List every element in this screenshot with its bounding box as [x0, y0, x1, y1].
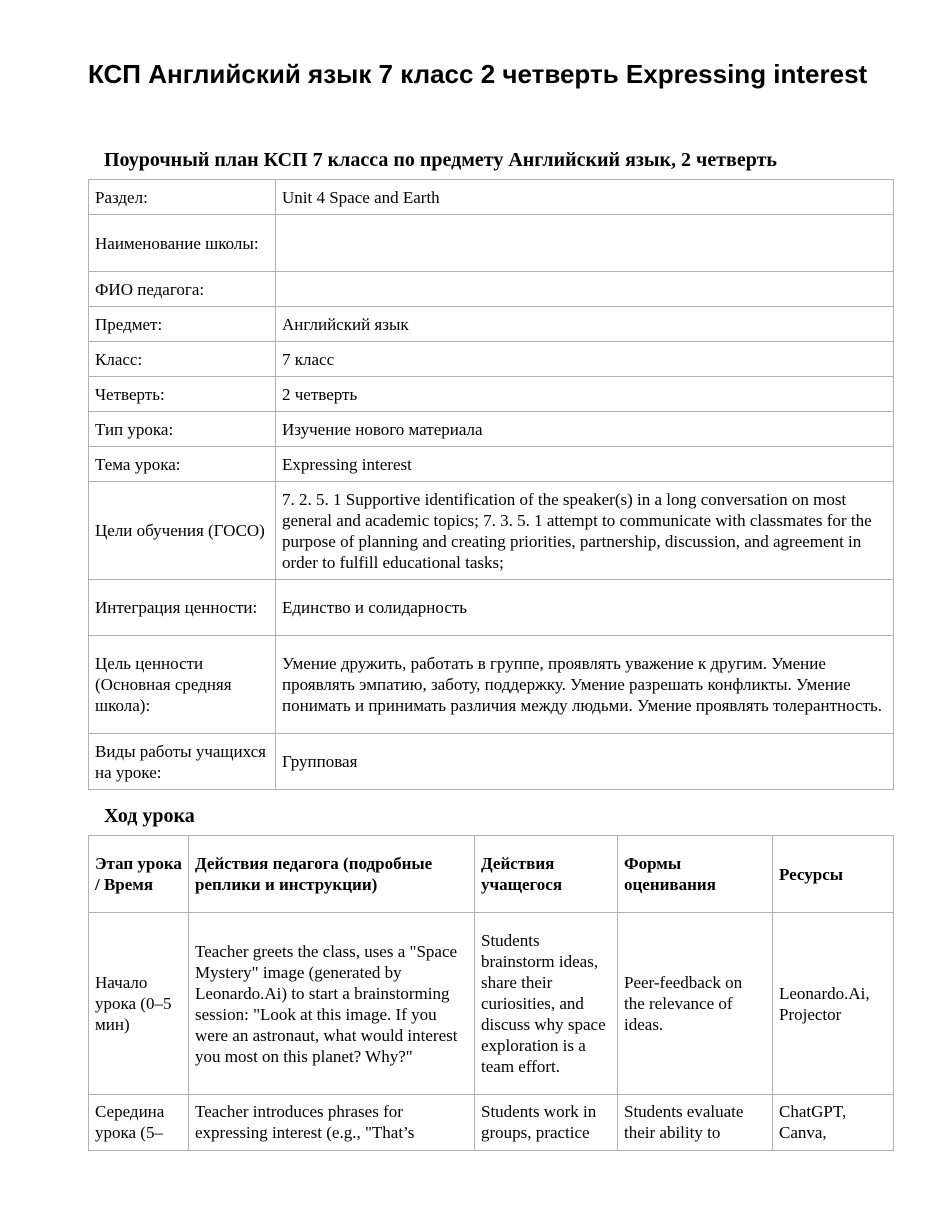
row-value: Умение дружить, работать в группе, проявлять уважение к другим. Умение проявлять эмпатию, заботу, поддержку. Умение разрешать конфликты. Умение понимать и принимать различия между людьми. Умение проявлять толерантность.	[276, 636, 894, 734]
table-row	[89, 377, 894, 412]
teacher-cell	[189, 1095, 475, 1151]
row-label: Тип урока:	[89, 412, 276, 447]
column-header-assessment: Формы оценивания	[618, 836, 773, 913]
row-label: Тема урока:	[89, 447, 276, 482]
assessment-cell: Peer-feedback on the relevance of ideas.	[618, 913, 773, 1095]
row-value: Expressing interest	[276, 447, 894, 482]
row-value: Групповая	[276, 734, 894, 790]
table-row	[89, 342, 894, 377]
table-row	[89, 307, 894, 342]
row-label: Интеграция ценности:	[89, 580, 276, 636]
row-value: Изучение нового материала	[276, 412, 894, 447]
lesson-info-table	[88, 179, 894, 790]
column-header-stage: Этап урока / Время	[89, 836, 189, 913]
row-label: Наименование школы:	[89, 215, 276, 272]
table-row	[89, 636, 894, 734]
row-label: ФИО педагога:	[89, 272, 276, 307]
row-value: Unit 4 Space and Earth	[276, 180, 894, 215]
students-text: Students work in groups, practice	[481, 1102, 597, 1142]
table-row	[89, 580, 894, 636]
table-row	[89, 482, 894, 580]
row-label: Цель ценности (Основная средняя школа):	[89, 636, 276, 734]
table-row	[89, 447, 894, 482]
column-header-resources: Ресурсы	[773, 836, 894, 913]
page-title: КСП Английский язык 7 класс 2 четверть Expressing interest	[88, 59, 868, 89]
students-cell: Students brainstorm ideas, share their curiosities, and discuss why space exploration is a team effort.	[475, 913, 618, 1095]
row-label: Четверть:	[89, 377, 276, 412]
row-value: Единство и солидарность	[276, 580, 894, 636]
column-header-students: Действия учащегося	[475, 836, 618, 913]
row-label: Виды работы учащихся на уроке:	[89, 734, 276, 790]
table-header-row	[89, 836, 894, 913]
table-row	[89, 215, 894, 272]
row-label: Предмет:	[89, 307, 276, 342]
table-row	[89, 412, 894, 447]
row-value	[276, 215, 894, 272]
stage-text: Середина урока (5–	[95, 1102, 165, 1142]
row-label: Класс:	[89, 342, 276, 377]
students-cell	[475, 1095, 618, 1151]
table-row	[89, 1095, 894, 1151]
assessment-cell	[618, 1095, 773, 1151]
teacher-text: Teacher introduces phrases for expressing interest (e.g., "That’s	[195, 1102, 415, 1142]
row-label: Раздел:	[89, 180, 276, 215]
resources-cell	[773, 1095, 894, 1151]
table-row	[89, 734, 894, 790]
lesson-flow-table	[88, 835, 894, 1151]
row-value	[276, 272, 894, 307]
column-header-teacher: Действия педагога (подробные реплики и инструкции)	[189, 836, 475, 913]
table-row	[89, 913, 894, 1095]
assessment-text: Students evaluate their ability to	[624, 1102, 744, 1142]
stage-cell: Начало урока (0–5 мин)	[89, 913, 189, 1095]
row-value: 7 класс	[276, 342, 894, 377]
teacher-cell: Teacher greets the class, uses a "Space Mystery" image (generated by Leonardo.Ai) to start a brainstorming session: "Look at this image. If you were an astronaut, what would interest you most on this planet? Why?"	[189, 913, 475, 1095]
table-row	[89, 180, 894, 215]
resources-cell: Leonardo.Ai, Projector	[773, 913, 894, 1095]
row-value: Английский язык	[276, 307, 894, 342]
row-value: 7. 2. 5. 1 Supportive identification of the speaker(s) in a long conversation on most general and academic topics; 7. 3. 5. 1 attempt to communicate with classmates for the purpose of planning and creating priorities, partnership, discussion, and agreement in order to fulfill educational tasks;	[276, 482, 894, 580]
row-value: 2 четверть	[276, 377, 894, 412]
resources-text: ChatGPT, Canva,	[779, 1102, 847, 1142]
row-label: Цели обучения (ГОСО)	[89, 482, 276, 580]
lesson-heading: Ход урока	[104, 805, 195, 827]
table-row	[89, 272, 894, 307]
stage-cell	[89, 1095, 189, 1151]
info-heading: Поурочный план КСП 7 класса по предмету Английский язык, 2 четверть	[104, 149, 777, 171]
